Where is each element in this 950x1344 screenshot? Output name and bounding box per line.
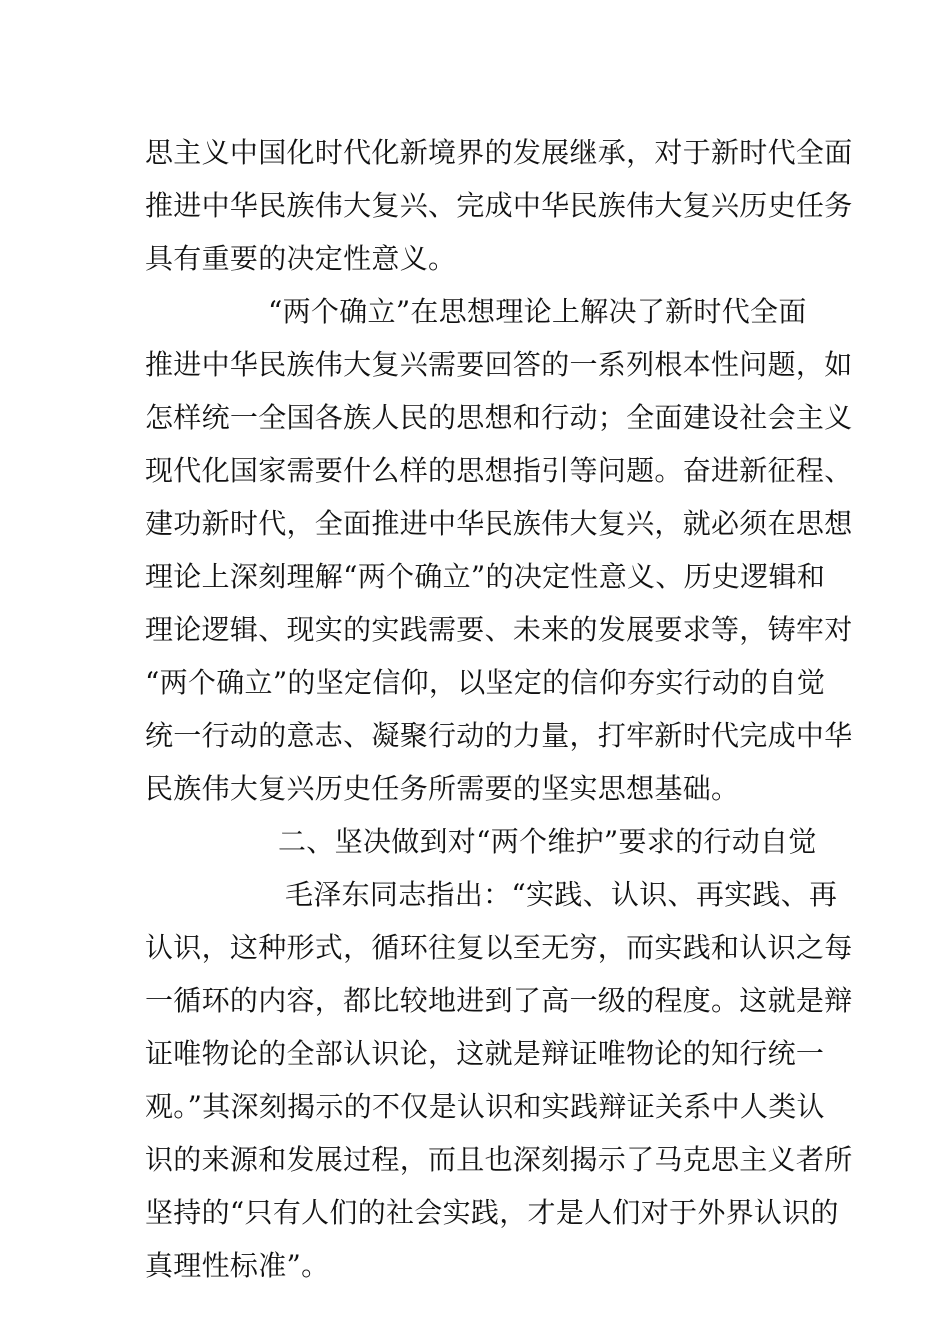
text-line: 理论逻辑、现实的实践需要、未来的发展要求等，铸牢对 [145, 613, 853, 646]
text-line: 推进中华民族伟大复兴需要回答的一系列根本性问题，如 [145, 348, 853, 381]
text-line: 认识，这种形式，循环往复以至无穷，而实践和认识之每 [145, 931, 853, 964]
text-line: 证唯物论的全部认识论，这就是辩证唯物论的知行统一 [145, 1037, 825, 1070]
text-line: 思主义中国化时代化新境界的发展继承，对于新时代全面 [145, 136, 853, 169]
text-line: 民族伟大复兴历史任务所需要的坚实思想基础。 [145, 772, 740, 805]
text-line: 统一行动的意志、凝聚行动的力量，打牢新时代完成中华 [145, 719, 853, 752]
text-line: 现代化国家需要什么样的思想指引等问题。奋进新征程、 [145, 454, 853, 487]
text-line: 识的来源和发展过程，而且也深刻揭示了马克思主义者所 [145, 1143, 853, 1176]
text-line: 具有重要的决定性意义。 [145, 242, 457, 275]
text-line: 一循环的内容，都比较地进到了高一级的程度。这就是辩 [145, 984, 853, 1017]
text-line: “两个确立”在思想理论上解决了新时代全面 [268, 295, 807, 328]
text-line: 建功新时代，全面推进中华民族伟大复兴，就必须在思想 [145, 507, 853, 540]
text-line: 毛泽东同志指出：“实践、认识、再实践、再 [285, 878, 838, 911]
text-line: 推进中华民族伟大复兴、完成中华民族伟大复兴历史任务 [145, 189, 853, 222]
text-line: 真理性标准”。 [145, 1249, 330, 1282]
text-line: 观。”其深刻揭示的不仅是认识和实践辩证关系中人类认 [145, 1090, 825, 1123]
text-line: 怎样统一全国各族人民的思想和行动；全面建设社会主义 [145, 401, 853, 434]
text-line: 理论上深刻理解“两个确立”的决定性意义、历史逻辑和 [145, 560, 826, 593]
text-line: 坚持的“只有人们的社会实践，才是人们对于外界认识的 [145, 1196, 839, 1229]
text-line: “两个确立”的坚定信仰，以坚定的信仰夯实行动的自觉 [145, 666, 826, 699]
section-heading: 二、坚决做到对“两个维护”要求的行动自觉 [278, 825, 817, 858]
